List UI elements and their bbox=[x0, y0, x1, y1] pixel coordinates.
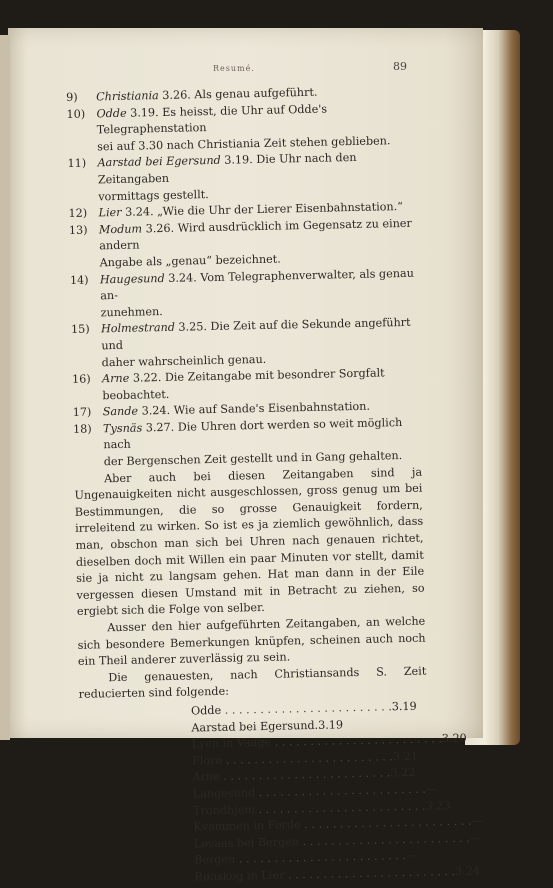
place-cell: Rønskog in Lier bbox=[194, 868, 284, 886]
item-continuation: sei auf 3.30 nach Christiania Zeit stehen geblieben. bbox=[97, 132, 415, 155]
time-cell: — bbox=[406, 848, 418, 865]
dot-leader: . . . . . . . . . . . . . . . . . . . . . . . . bbox=[301, 814, 472, 834]
running-head: Resumé. bbox=[213, 64, 255, 73]
time-cell: 3.21 bbox=[393, 749, 418, 766]
list-item bbox=[73, 415, 422, 472]
item-continuation: daher wahrscheinlich genau. bbox=[102, 348, 420, 371]
place-name: Sande bbox=[103, 405, 139, 419]
dot-leader: . . . . . . . . . . . . . . . . . . . . . . . . bbox=[255, 798, 426, 818]
dot-leader: . . . . . . . . . . . . . . . . . . . . . . . . bbox=[222, 749, 393, 769]
body-paragraph: Ausser den hier aufgeführten Zeitangaben, an welche sich besondere Bemerkungen knüpfen, scheinen auch noch ein Theil anderer zuverlässig zu sein. bbox=[77, 614, 426, 671]
item-number: 11) bbox=[67, 156, 93, 173]
item-number: 12) bbox=[68, 206, 94, 223]
place-cell: Florø bbox=[192, 753, 223, 770]
item-continuation: vormittags gestellt. bbox=[98, 182, 416, 205]
item-number: 15) bbox=[71, 322, 97, 339]
place-name: Modum bbox=[99, 222, 142, 236]
item-number: 17) bbox=[73, 405, 99, 422]
time-cell: — bbox=[471, 814, 483, 831]
item-number: 9) bbox=[66, 89, 92, 106]
item-text: 3.24. Wie auf Sande's Eisenbahnstation. bbox=[138, 400, 370, 418]
binding-gutter bbox=[0, 35, 10, 740]
item-text: 3.24. Vom Telegraphenverwalter, als genau an- bbox=[100, 266, 414, 302]
item-continuation: der Bergenschen Zeit gestellt und in Gang gehalten. bbox=[104, 448, 422, 471]
item-number: 18) bbox=[73, 421, 99, 438]
place-name: Holmestrand bbox=[101, 321, 175, 336]
dot-leader: . . . . . . . . . . . . . . . . . . . . . . . . bbox=[271, 731, 442, 751]
list-item bbox=[66, 99, 415, 156]
body-paragraph: Aber auch bei diesen Zeitangaben sind ja Ungenauigkeiten nicht ausgeschlossen, gross genug um bei Bestimmungen, die so grosse Genauigkeit fordern, irreleitend zu wirken. So ist es ja ziemlich gewöhnlich, dass man, obschon man sich bei Uhren nach genauen richtet, dieselben doch mit Willen ein paar Minuten vor stellt, damit sie ja nicht zu langsam gehen. Hat man dann in der Eile vergessen diesen Umstand mit in Betracht zu ziehen, so ergiebt sich die Folge von selber. bbox=[74, 464, 425, 621]
time-cell: 3.23 bbox=[425, 798, 450, 815]
item-text: 3.26. Wird ausdrücklich im Gegensatz zu einer andern bbox=[99, 217, 412, 253]
place-name: Arne bbox=[102, 372, 130, 386]
item-text: 3.19. Die Uhr nach den Zeitangaben bbox=[98, 151, 357, 186]
dot-leader: . . . . . . . . . . . . . . . . . . . . . . . . bbox=[299, 830, 470, 850]
book-page bbox=[8, 28, 483, 738]
list-item bbox=[71, 315, 420, 372]
time-cell: — bbox=[470, 830, 482, 847]
list-item bbox=[70, 265, 419, 322]
place-cell: Løvaas bei Bergen bbox=[194, 834, 300, 853]
time-cell: — bbox=[426, 781, 438, 798]
place-cell: Bergen bbox=[194, 852, 236, 869]
item-text: 3.25. Die Zeit auf die Sekunde angeführt und bbox=[101, 316, 410, 352]
item-number: 10) bbox=[66, 106, 92, 123]
place-cell: Trondhjem bbox=[193, 802, 255, 820]
time-table bbox=[191, 701, 330, 886]
page-header bbox=[8, 60, 483, 80]
item-continuation: Angabe als „genau“ bezeichnet. bbox=[99, 249, 417, 272]
item-text: 3.26. Als genau aufgeführt. bbox=[159, 86, 318, 102]
time-cell: 3.20 bbox=[442, 731, 467, 748]
dot-leader: . . . . . . . . . . . . . . . . . . . . . . . . bbox=[284, 864, 455, 884]
place-cell: Kvammen in Førde bbox=[193, 817, 301, 836]
place-name: Christiania bbox=[96, 89, 159, 103]
item-text: 3.19. Es heisst, die Uhr auf Odde's Telegraphenstation bbox=[97, 102, 327, 136]
item-number: 13) bbox=[69, 222, 95, 239]
item-text: 3.24. „Wie die Uhr der Lierer Eisenbahnstation.“ bbox=[121, 200, 403, 219]
item-continuation: zunehmen. bbox=[101, 298, 419, 321]
place-name: Lier bbox=[98, 206, 121, 219]
time-cell: .3.19 bbox=[314, 717, 343, 734]
body-paragraph: Die genauesten, nach Christiansands S. Zeit reducierten sind folgende: bbox=[78, 663, 427, 703]
place-name: Haugesund bbox=[100, 272, 165, 286]
place-name: Odde bbox=[96, 106, 126, 120]
place-cell: Odde bbox=[191, 703, 221, 720]
dot-leader: . . . . . . . . . . . . . . . . . . . . . . . . bbox=[235, 848, 406, 868]
item-number: 14) bbox=[70, 272, 96, 289]
dot-leader: . . . . . . . . . . . . . . . . . . . . . . . . bbox=[220, 766, 391, 786]
item-number: 16) bbox=[72, 371, 98, 388]
page-number: 89 bbox=[393, 60, 407, 73]
item-text: 3.22. Die Zeitangabe mit besondrer Sorgfalt beobachtet. bbox=[102, 366, 384, 402]
time-cell: 3.19 bbox=[392, 699, 417, 716]
place-cell: Aarstad bei Egersund bbox=[191, 717, 315, 736]
time-cell: 3.24 bbox=[455, 863, 480, 880]
numbered-list bbox=[66, 83, 422, 472]
page-body bbox=[66, 83, 431, 888]
place-cell: Arne bbox=[192, 769, 220, 786]
list-item bbox=[67, 149, 416, 206]
place-cell: Lyen in Vaage bbox=[192, 735, 272, 753]
place-name: Tysnäs bbox=[103, 421, 142, 435]
place-cell: Langesund bbox=[193, 785, 256, 803]
table-row bbox=[194, 867, 329, 886]
dot-leader: . . . . . . . . . . . . . . . . . . . . . . . . bbox=[221, 699, 392, 719]
item-text: 3.27. Die Uhren dort werden so weit möglich nach bbox=[103, 416, 402, 452]
place-name: Aarstad bei Egersund bbox=[97, 154, 220, 170]
dot-leader: . . . . . . . . . . . . . . . . . . . . . . . . bbox=[255, 782, 426, 802]
list-item bbox=[69, 215, 418, 272]
time-cell: 3.22 bbox=[390, 765, 415, 782]
